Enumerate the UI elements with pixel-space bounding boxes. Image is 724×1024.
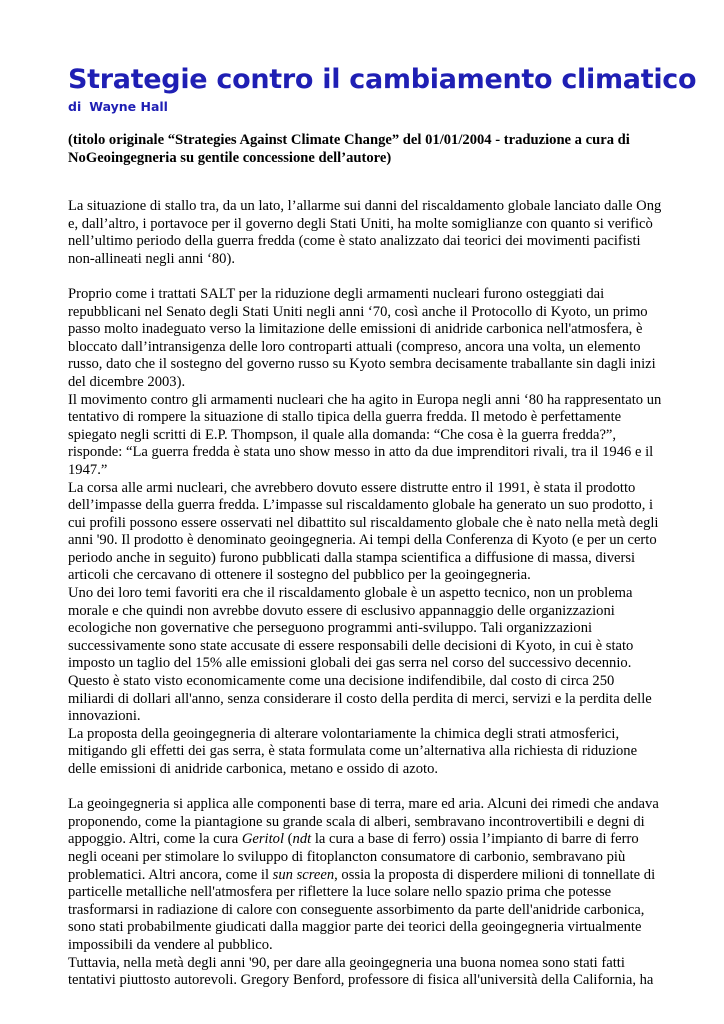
author-prefix: di — [68, 99, 82, 114]
paragraph: La situazione di stallo tra, da un lato, l’allarme sui danni del riscaldamento globale lanciato dalle Ong e, dall’altro, i portavoce per il governo degli Stati Uniti, ha molte somiglianze con quanto si verificò nell’ultimo periodo della guerra fredda (come è stato analizzato dai teorici dei movimenti pacifisti non-allineati negli anni ‘80). — [68, 198, 662, 267]
paragraph: Tuttavia, nella metà degli anni '90, per dare alla geoingegneria una buona nomea sono stati fatti tentativi piuttosto autorevoli. Gregory Benford, professore di fisica all'università della California, ha — [68, 954, 654, 989]
author-name: Wayne Hall — [89, 99, 168, 114]
italic-term: ndt — [292, 831, 312, 848]
paragraph: Uno dei loro temi favoriti era che il riscaldamento globale è un aspetto tecnico, non un problema morale e che quindi non avrebbe dovuto essere di esclusivo appannaggio delle organizzazioni ecologiche non governative che perseguono programmi anti-sviluppo. Tali organizzazioni successivamente sono state accusate di essere responsabili delle decisioni di Kyoto, in cui è stato imposto un taglio del 15% alle emissioni globali dei gas serra nel corso del successivo decennio. Questo è stato visto economicamente come una decisione indifendibile, dal costo di circa 250 miliardi di dollari all'anno, senza considerare il costo della perdita di merci, servizi e la perdita delle innovazioni. — [68, 585, 652, 725]
paragraph: Il movimento contro gli armamenti nucleari che ha agito in Europa negli anni ‘80 ha rappresentato un tentativo di rompere la situazione di stallo tipica della guerra fredda. Il metodo è perfettamente spiegato negli scritti di E.P. Thompson, il quale alla domanda: “Che cosa è la guerra fredda?”, risponde: “La guerra fredda è stata uno show messo in atto da due imprenditori rivali, tra il 1946 e il 1947.” — [68, 391, 662, 478]
text-span: ( — [284, 831, 293, 848]
document-subtitle: (titolo originale “Strategies Against Climate Change” del 01/01/2004 - traduzione a cura di NoGeoingegneria su gentile concessione dell’autore) — [68, 132, 630, 166]
paragraph: La proposta della geoingegneria di alterare volontariamente la chimica degli strati atmosferici, mitigando gli effetti dei gas serra, è stata formulata come un’alternativa alla richiesta di riduzione delle emissioni di anidride carbonica, metano e ossido di azoto. — [68, 725, 638, 777]
paragraph — [68, 796, 662, 954]
text-span: , ossia la proposta di disperdere milioni di tonnellate di particelle metalliche nell'atmosfera per riflettere la luce solare nello spazio prima che potesse trasformarsi in radiazione di calore con conseguente assorbimento da parte dell'anidride carbonica, sono stati probabilmente giudicati dalla maggior parte dei teorici della geoingegneria virtualmente impossibili da vendere al pubblico. — [68, 866, 656, 953]
paragraph: La corsa alle armi nucleari, che avrebbero dovuto essere distrutte entro il 1991, è stata il prodotto dell’impasse della guerra fredda. L’impasse sul riscaldamento globale ha generato un suo prodotto, i cui profili possono essere osservati nel dibattito sul riscaldamento globale che è nato nella metà degli anni '90. Il prodotto è denominato geoingegneria. Ai tempi della Conferenza di Kyoto (e per un certo periodo anche in seguito) furono pubblicati dalla stampa scientifica a diffusione di massa, diversi articoli che cercavano di ottenere il sostegno del pubblico per la geoingegneria. — [68, 479, 659, 584]
italic-term: sun screen — [272, 866, 335, 883]
italic-term: Geritol — [241, 831, 285, 848]
article-body — [68, 198, 662, 990]
document-title: Strategie contro il cambiamento climatico — [68, 64, 697, 95]
text-span: La geoingegneria si applica alle componenti base di terra, mare ed aria. Alcuni dei rimedi che andava proponendo, come la piantagione su grande scala di alberi, sembravano incontrovertibili e degni di appoggio. Altri, come la cura — [68, 796, 659, 848]
paragraph: Proprio come i trattati SALT per la riduzione degli armamenti nucleari furono osteggiati dai repubblicani nel Senato degli Stati Uniti negli anni ‘70, così anche il Protocollo di Kyoto, un primo passo molto inadeguato verso la limitazione delle emissioni di anidride carbonica nell'atmosfera, è bloccato dall’intransigenza delle loro controparti attuali (compreso, ancora una volta, un elemento russo, dato che il sostegno del governo russo su Kyoto sembra decisamente traballante sin dagli inizi del dicembre 2003). — [68, 285, 656, 390]
text-span: la cura a base di ferro) ossia l’impianto di barre di ferro negli oceani per stimolare lo sviluppo di fitoplancton consumatore di carbonio, sembravano più problematici. Altri ancora, come il — [68, 831, 639, 883]
author-line — [68, 99, 168, 114]
